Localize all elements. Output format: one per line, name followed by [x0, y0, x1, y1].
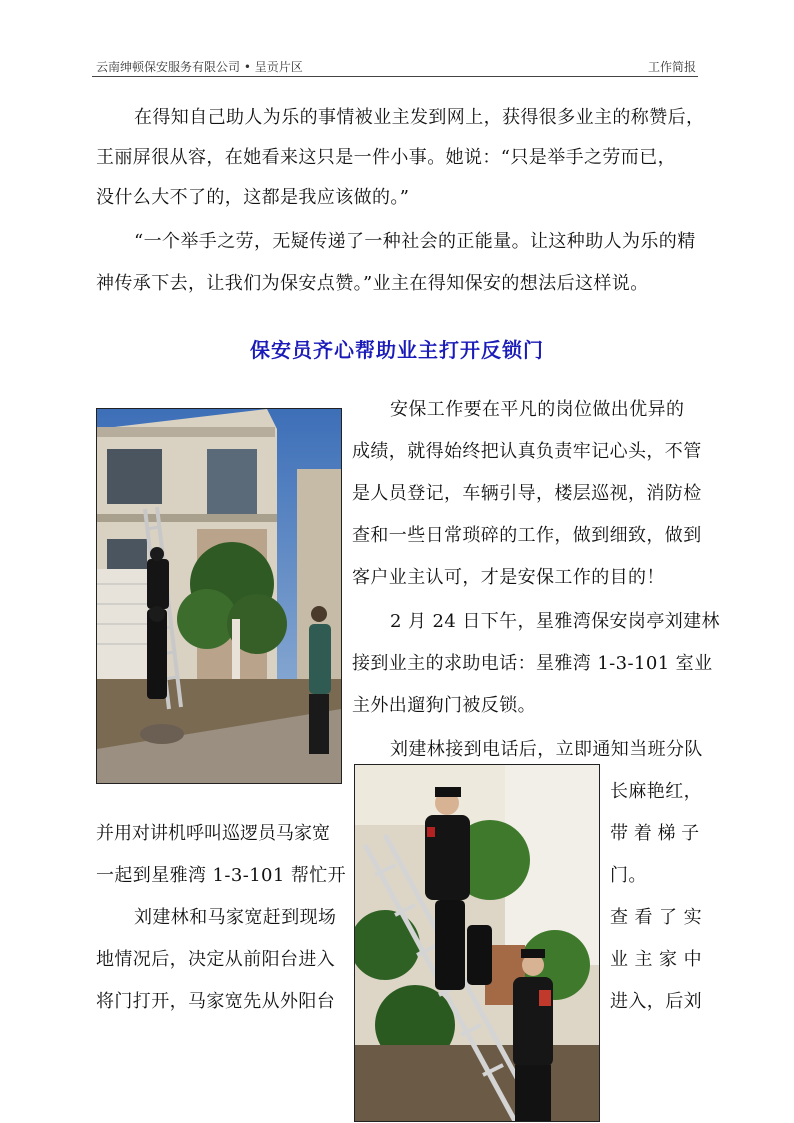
article-line: 查和一些日常琐碎的工作，做到细致，做到 — [352, 525, 702, 546]
intro-line: 在得知自己助人为乐的事情被业主发到网上，获得很多业主的称赞后， — [134, 107, 705, 128]
article-line: 安保工作要在平凡的岗位做出优异的 — [390, 399, 685, 420]
article-line: 刘建林和马家宽赶到现场 — [134, 907, 337, 928]
intro-line: “一个举手之劳，无疑传递了一种社会的正能量。让这种助人为乐的精 — [134, 231, 696, 252]
article-line: 接到业主的求助电话：星雅湾 1-3-101 室业 — [352, 653, 713, 674]
article-line: 查 看 了 实 — [610, 907, 702, 928]
header-rule — [92, 76, 698, 77]
intro-line: 没什么大不了的，这都是我应该做的。” — [96, 187, 410, 208]
article-line: 地情况后，决定从前阳台进入 — [96, 949, 336, 970]
header-right: 工作简报 — [647, 60, 696, 74]
article-line: 客户业主认可，才是安保工作的目的！ — [352, 567, 665, 588]
photo-guards-ladder-garden — [354, 764, 600, 1122]
article-title: 保安员齐心帮助业主打开反锁门 — [250, 338, 544, 362]
header-left: 云南绅顿保安服务有限公司 • 呈贡片区 — [96, 60, 303, 74]
article-line: 业 主 家 中 — [610, 949, 702, 970]
article-line: 是人员登记，车辆引导，楼层巡视，消防检 — [352, 483, 702, 504]
intro-line: 神传承下去，让我们为保安点赞。”业主在得知保安的想法后这样说。 — [96, 273, 649, 294]
article-line: 2 月 24 日下午，星雅湾保安岗亭刘建林 — [390, 611, 720, 632]
article-line: 一起到星雅湾 1-3-101 帮忙开 — [96, 865, 347, 886]
article-line: 进入，后刘 — [610, 991, 702, 1012]
article-line-row — [610, 822, 700, 846]
article-line: 并用对讲机呼叫巡逻员马家宽 — [96, 823, 330, 844]
photo-guards-ladder-villa — [96, 408, 342, 784]
article-line: 带 着 梯 子 — [610, 823, 700, 844]
article-line: 主外出遛狗门被反锁。 — [352, 695, 536, 716]
article-line: 刘建林接到电话后，立即通知当班分队 — [390, 739, 703, 760]
article-line: 门。 — [610, 865, 647, 886]
intro-line: 王丽屏很从容，在她看来这只是一件小事。她说：“只是举手之劳而已， — [96, 147, 676, 168]
article-line: 将门打开，马家宽先从外阳台 — [96, 991, 336, 1012]
article-line: 长麻艳红， — [610, 781, 702, 802]
article-line: 成绩，就得始终把认真负责牢记心头，不管 — [352, 441, 702, 462]
article-line-row — [96, 822, 340, 846]
